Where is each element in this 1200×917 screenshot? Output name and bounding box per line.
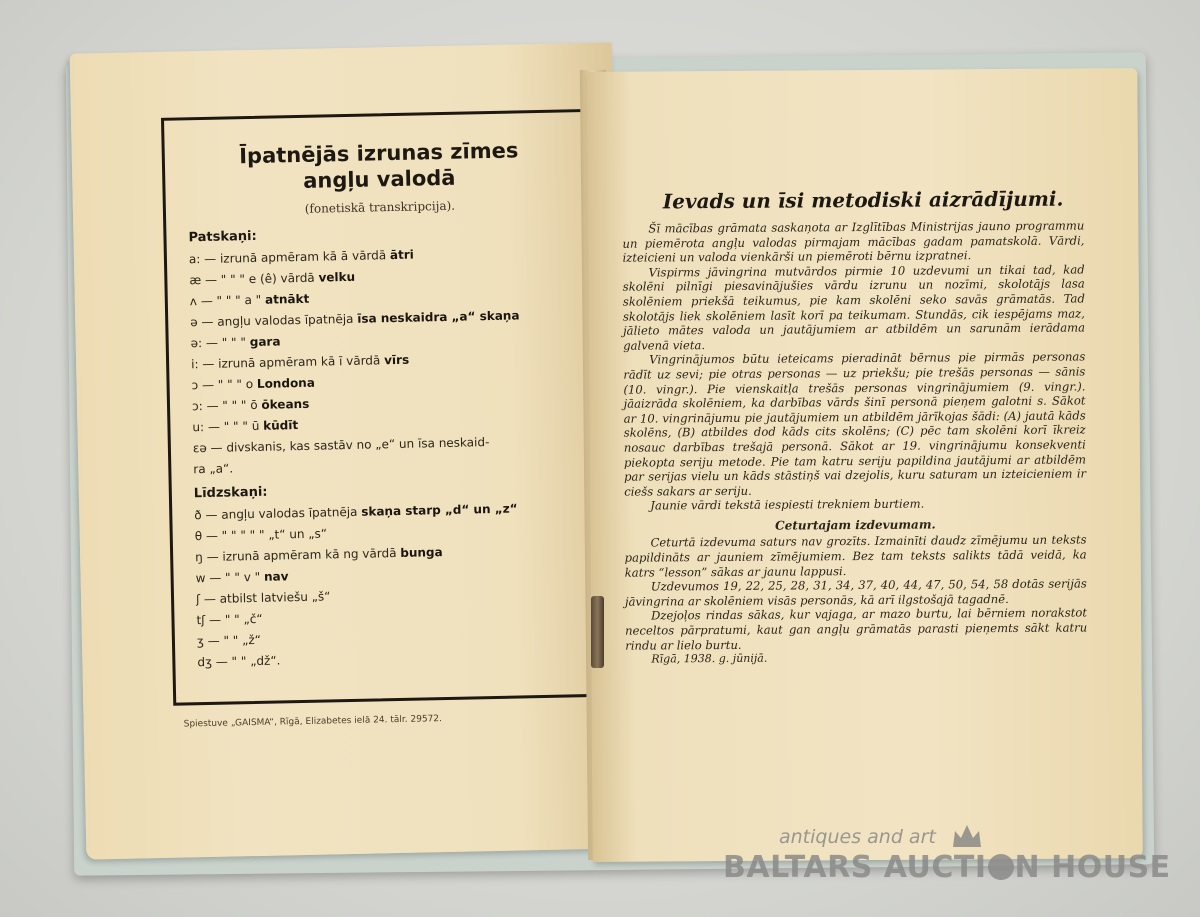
vowel-description: — izrunā apmēram kā ā vārdā [200,248,391,267]
printer-line: Spiestuve „GAISMA“, Rīgā, Elizabetes ielā 24. tālr. 29572. [183,714,443,730]
phonetic-table-frame [161,109,605,706]
consonant-example-word: skaņa starp „d“ un „z“ [361,501,518,519]
watermark-brand-part1: BALTARS AUCTI [723,850,987,885]
vowel-description: — " " " [201,335,250,351]
vowel-description: — " " " ū [203,418,264,435]
vowel-example-word: Londona [256,375,316,391]
consonants-heading: Līdzskaņi: [193,484,268,502]
vowel-description: — angļu valodas īpatnēja [197,311,358,330]
vowel-description: — " " " o [198,376,258,393]
vowel-symbol: ɔ: [191,399,203,414]
left-title [187,136,572,196]
vowel-symbol: ɛə [192,440,207,456]
consonant-description: — " " „č“ [205,611,263,628]
vowel-example-word: ōkeans [261,396,310,412]
consonant-description: — atbilst latviešu „š“ [199,589,331,607]
consonant-description: — " " „ž“ [203,632,262,649]
vowel-example-word: vīrs [383,352,410,368]
consonant-symbol: θ [194,529,203,544]
paragraph: Dzejoļos rindas sākas, kur vajaga, ar mazo burtu, lai bērniem norakstot neceltos pārpratumi, kaut gan angļu grāmatās parasti pieņemts sākt katru rindu ar lielo burtu. [625,605,1088,653]
paragraph: Šī mācības grāmata saskaņota ar Izglītības Ministrijas jauno programmu un piemērota angļu valodas pirmajam mācības gadam pamatskolā. Vārdi, izteicieni un valoda vienkārši un piemēroti bērnu izpratnei. [622,218,1085,265]
vowel-example-word: gara [249,334,281,350]
subtitle: (fonetiskā transkripcija). [304,198,456,216]
vowel-symbol: i: [191,357,199,372]
vowels-list [189,241,578,480]
left-page [70,42,629,859]
vowel-symbol: ə: [190,336,203,351]
vowel-description: ra „a“. [193,461,234,477]
consonant-symbol: ʒ [196,634,205,649]
vowel-symbol: u: [192,420,205,435]
vowel-description: — " " " ō [202,397,262,414]
consonant-description: — " " v " [205,569,265,586]
consonant-symbol: dʒ [197,654,213,670]
watermark-brand-part2: N HOUSE [1014,850,1171,885]
paragraph: Jaunie vārdi tekstā iespiesti trekniem burtiem. [650,496,925,513]
title-line-2: angļu valodā [302,165,456,193]
watermark-brand [723,850,1171,885]
edition-paragraphs [624,533,1087,653]
consonant-symbol: ʃ [195,592,201,607]
consonant-description: — izrunā apmēram kā ng vārdā [202,545,401,565]
fourth-edition-heading: Ceturtajam izdevumam. [775,517,936,533]
paragraph: Ceturtā izdevuma saturs nav grozīts. Izmainīti daudz zīmējumu un teksts papildināts ar jauniem zīmējumiem. Bez tam teksts salikts tādā veidā, ka katrs “lesson” sākas ar jaunu lappusi. [624,532,1087,580]
vowels-heading: Patskaņi: [188,228,257,246]
consonant-symbol: w [195,571,206,586]
consonant-symbol: ð [194,508,202,523]
vowel-description: — divskanis, kas sastāv no „e“ un īsa neskaid- [206,435,490,455]
vowel-example-word: velku [318,269,356,285]
intro-paragraphs [622,218,1086,513]
binding-staple [591,596,604,668]
paragraph: Uzdevumos 19, 22, 25, 28, 31, 34, 37, 40, 44, 47, 50, 54, 58 dotās serijās jāvingrina ar skolēniem visās personās, kā arī ilgstošajā tagadnē. [624,576,1087,609]
vowel-symbol: ɔ [191,378,199,393]
vowel-example-word: atnākt [264,291,310,307]
watermark-tagline: antiques and art [779,826,936,848]
title-line-1: Īpatnējās izrunas zīmes [238,138,519,169]
vowel-example-word: ātri [389,247,414,263]
vowel-description: — izrunā apmēram kā ī vārdā [198,353,385,372]
right-body [622,218,1087,667]
right-title: Ievads un īsi metodiski aizrādījumi. [662,186,1064,214]
consonant-description: — " " " " " „t“ un „s“ [201,526,328,544]
crown-icon [950,821,984,851]
vowel-description: — " " " a " [196,292,266,309]
consonants-list [194,497,581,673]
paragraph: Vispirms jāvingrina mutvārdos pirmie 10 uzdevumi un tikai tad, kad skolēni pilnīgi piesavinājušies vārdu izrunu un nozīmi, skolotājs lasa skolēniem priekšā teikumus, pie kam skolēni seko savās grāmatās. Tad skolotājs liek skolēniem lasīt korī pa teikumam. Stundās, cik iespējams maz, jālieto mātes valoda un jautājumiem ar atbildēm un sarunām ierādama galvenā vieta. [622,262,1086,353]
vowel-example-word: īsa neskaidra „a“ skaņa [357,308,520,326]
vowel-symbol: ə [190,315,198,330]
consonant-example-word: bunga [400,545,443,560]
consonant-example-word: nav [263,569,289,584]
date-line: Rīgā, 1938. g. jūnijā. [651,651,768,666]
consonant-description: — " " „dž“. [211,653,281,669]
watermark-o-icon [988,854,1014,880]
vowel-description: — " " " e (ê) vārdā [201,270,319,288]
vowel-example-word: kūdīt [263,418,299,433]
vowel-symbol: ʌ [189,294,198,309]
vowel-symbol: æ [189,273,202,288]
vowel-symbol: a: [188,252,201,267]
paragraph: Vingrinājumos būtu ieteicams pieradināt bērnus pie pirmās personas rādīt uz sevi; pie otras personas — uz priekšu; pie trešās personas — sānis (10. vingr.). Pie vienskaitļa trešās personas vingrinājumiem (9. vingr.). jāaizrāda skolēniem, ka darbības vārds šinī personā pieņem galotni s. Sākot ar 10. vingrinājumu pie jautājumiem un atbildēm jārīkojas šādi: (A) jautā kāds skolēns, (B) atbildes dod kāds cits skolēns; (C) pēc tam skolēni korī īkreiz nosauc darbības trešajā personā. Sākot ar 19. vingrinājumu konsekventi piekopta seriju metode. Pie tam katru seriju papildina jautājumi ar atbildēm par serijas vielu un kāds stāstiņš vai dzejolis, kuru saturam un izteicieniem ir ciešs sakars ar seriju. [623,349,1087,499]
right-page [587,68,1143,862]
consonant-symbol: ŋ [195,550,203,565]
consonant-symbol: tʃ [196,613,206,628]
consonant-description: — angļu valodas īpatnēja [201,504,362,523]
